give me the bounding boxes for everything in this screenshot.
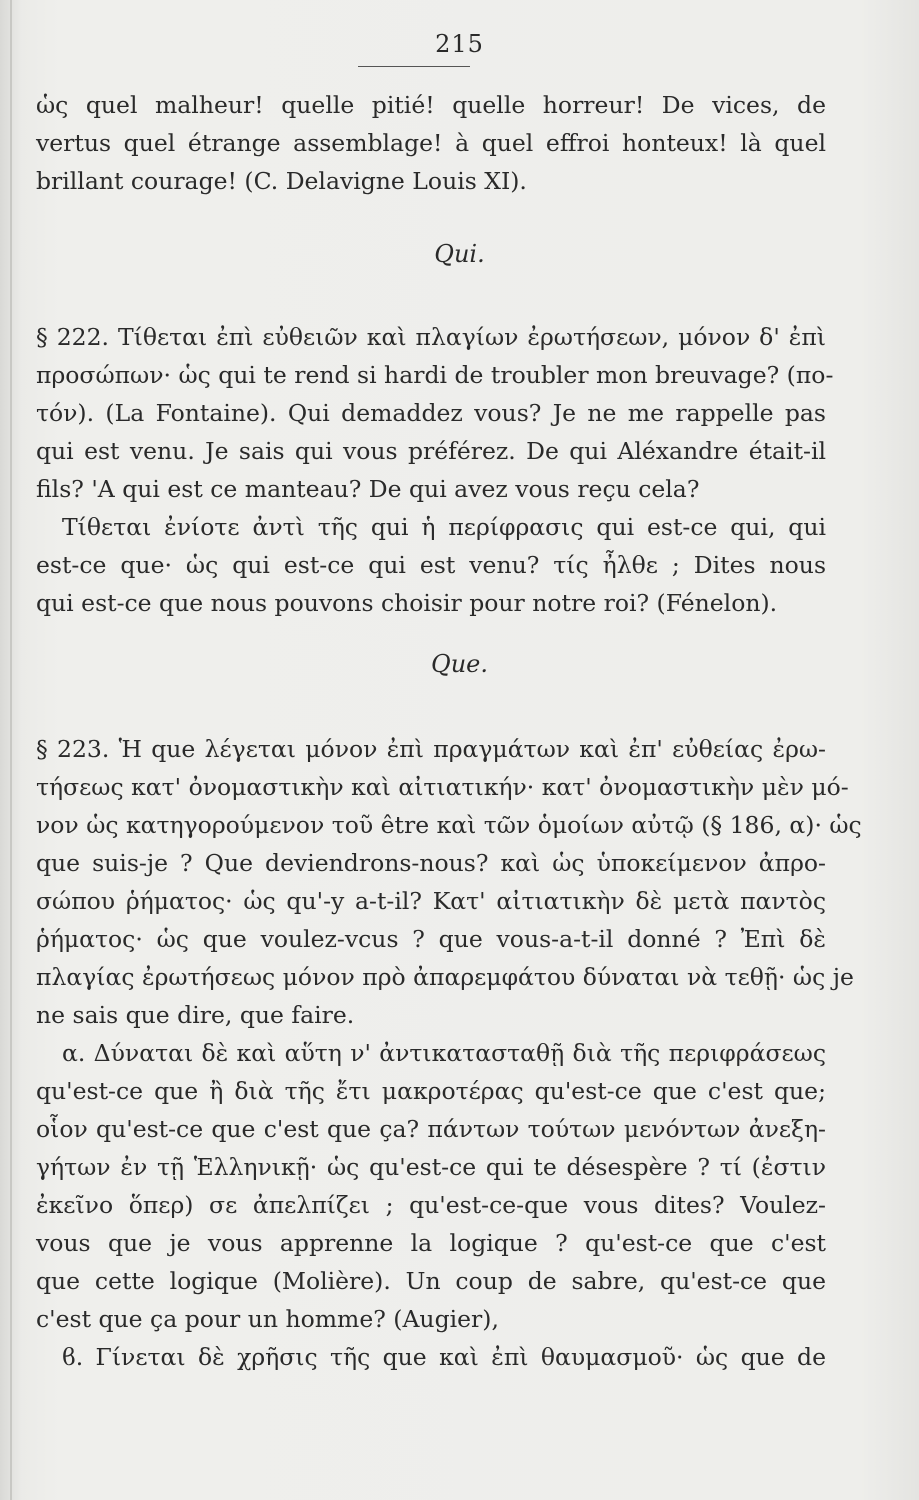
page-number-rule — [358, 66, 470, 67]
text-line: πλαγίας ἐρωτήσεως μόνον πρὸ ἀπαρεμφάτου δύναται νὰ τεθῇ· ὡς je — [36, 963, 854, 991]
text-line: ἐκεῖνο ὅπερ) σε ἀπελπίζει ; qu'est-ce-que vous dites? Voulez- — [36, 1191, 826, 1219]
text-line: c'est que ça pour un homme? (Augier), — [36, 1305, 499, 1333]
text-line: γήτων ἐν τῇ Ἑλληνικῇ· ὡς qu'est-ce qui te désespère ? τί (ἐστιν — [36, 1153, 826, 1181]
text-line: οἷον qu'est-ce que c'est que ça? πάντων τούτων μενόντων ἀνεξη- — [36, 1115, 826, 1143]
text-line: νον ὡς κατηγορούμενον τοῦ être καὶ τῶν ὁμοίων αὐτῷ (§ 186, α)· ὡς — [36, 811, 862, 839]
text-line: § 223. Ἡ que λέγεται μόνον ἐπὶ πραγμάτων καὶ ἐπ' εὐθείας ἐρω- — [36, 735, 826, 763]
text-line: que cette logique (Molière). Un coup de sabre, qu'est-ce que — [36, 1267, 826, 1295]
text-line: ne sais que dire, que faire. — [36, 1001, 355, 1029]
text-line: Τίθεται ἐνίοτε ἀντὶ τῆς qui ἡ περίφρασις qui est-ce qui, qui — [62, 513, 826, 541]
text-line: vertus quel étrange assemblage! à quel effroi honteux! là quel — [36, 129, 826, 157]
text-line: προσώπων· ὡς qui te rend si hardi de troubler mon breuvage? (πο- — [36, 361, 834, 389]
text-line: qui est-ce que nous pouvons choisir pour notre roi? (Fénelon). — [36, 589, 778, 617]
text-line: ῥήματος· ὡς que voulez-vcus ? que vous-a-t-il donné ? Ἐπὶ δὲ — [36, 925, 826, 953]
text-line: τήσεως κατ' ὀνομαστικὴν καὶ αἰτιατικήν· κατ' ὀνομαστικὴν μὲν μό- — [36, 773, 849, 801]
page-edge — [10, 0, 12, 1500]
text-line: ϐ. Γίνεται δὲ χρῆσις τῆς que καὶ ἐπὶ θαυμασμοῦ· ὡς que de — [62, 1343, 826, 1371]
text-line: est-ce que· ὡς qui est-ce qui est venu? τίς ἦλθε ; Dites nous — [36, 551, 826, 579]
text-line: τόν). (La Fontaine). Qui demaddez vous? Je ne me rappelle pas — [36, 399, 826, 427]
text-line: α. Δύναται δὲ καὶ αὕτη ν' ἀντικατασταθῇ διὰ τῆς περιφράσεως — [62, 1039, 826, 1067]
text-line: vous que je vous apprenne la logique ? qu'est-ce que c'est — [36, 1229, 826, 1257]
text-line: qu'est-ce que ἢ διὰ τῆς ἔτι μακροτέρας qu'est-ce que c'est que; — [36, 1077, 826, 1105]
text-line: fils? 'A qui est ce manteau? De qui avez vous reçu cela? — [36, 475, 700, 503]
section-title-que: Que. — [431, 650, 488, 678]
text-line: brillant courage! (C. Delavigne Louis XI). — [36, 167, 527, 195]
text-line: σώπου ῥήματος· ὡς qu'-y a-t-il? Κατ' αἰτιατικὴν δὲ μετὰ παντὸς — [36, 887, 826, 915]
text-line: § 222. Τίθεται ἐπὶ εὐθειῶν καὶ πλαγίων ἐρωτήσεων, μόνον δ' ἐπὶ — [36, 323, 826, 351]
text-line: qui est venu. Je sais qui vous préférez. De qui Aléxandre était-il — [36, 437, 826, 465]
page-number: 215 — [435, 30, 484, 58]
text-line: que suis-je ? Que deviendrons-nous? καὶ ὡς ὑποκείμενον ἀπρο- — [36, 849, 826, 877]
text-line: ὡς quel malheur! quelle pitié! quelle horreur! De vices, de — [36, 91, 826, 119]
section-title-qui: Qui. — [434, 240, 485, 268]
